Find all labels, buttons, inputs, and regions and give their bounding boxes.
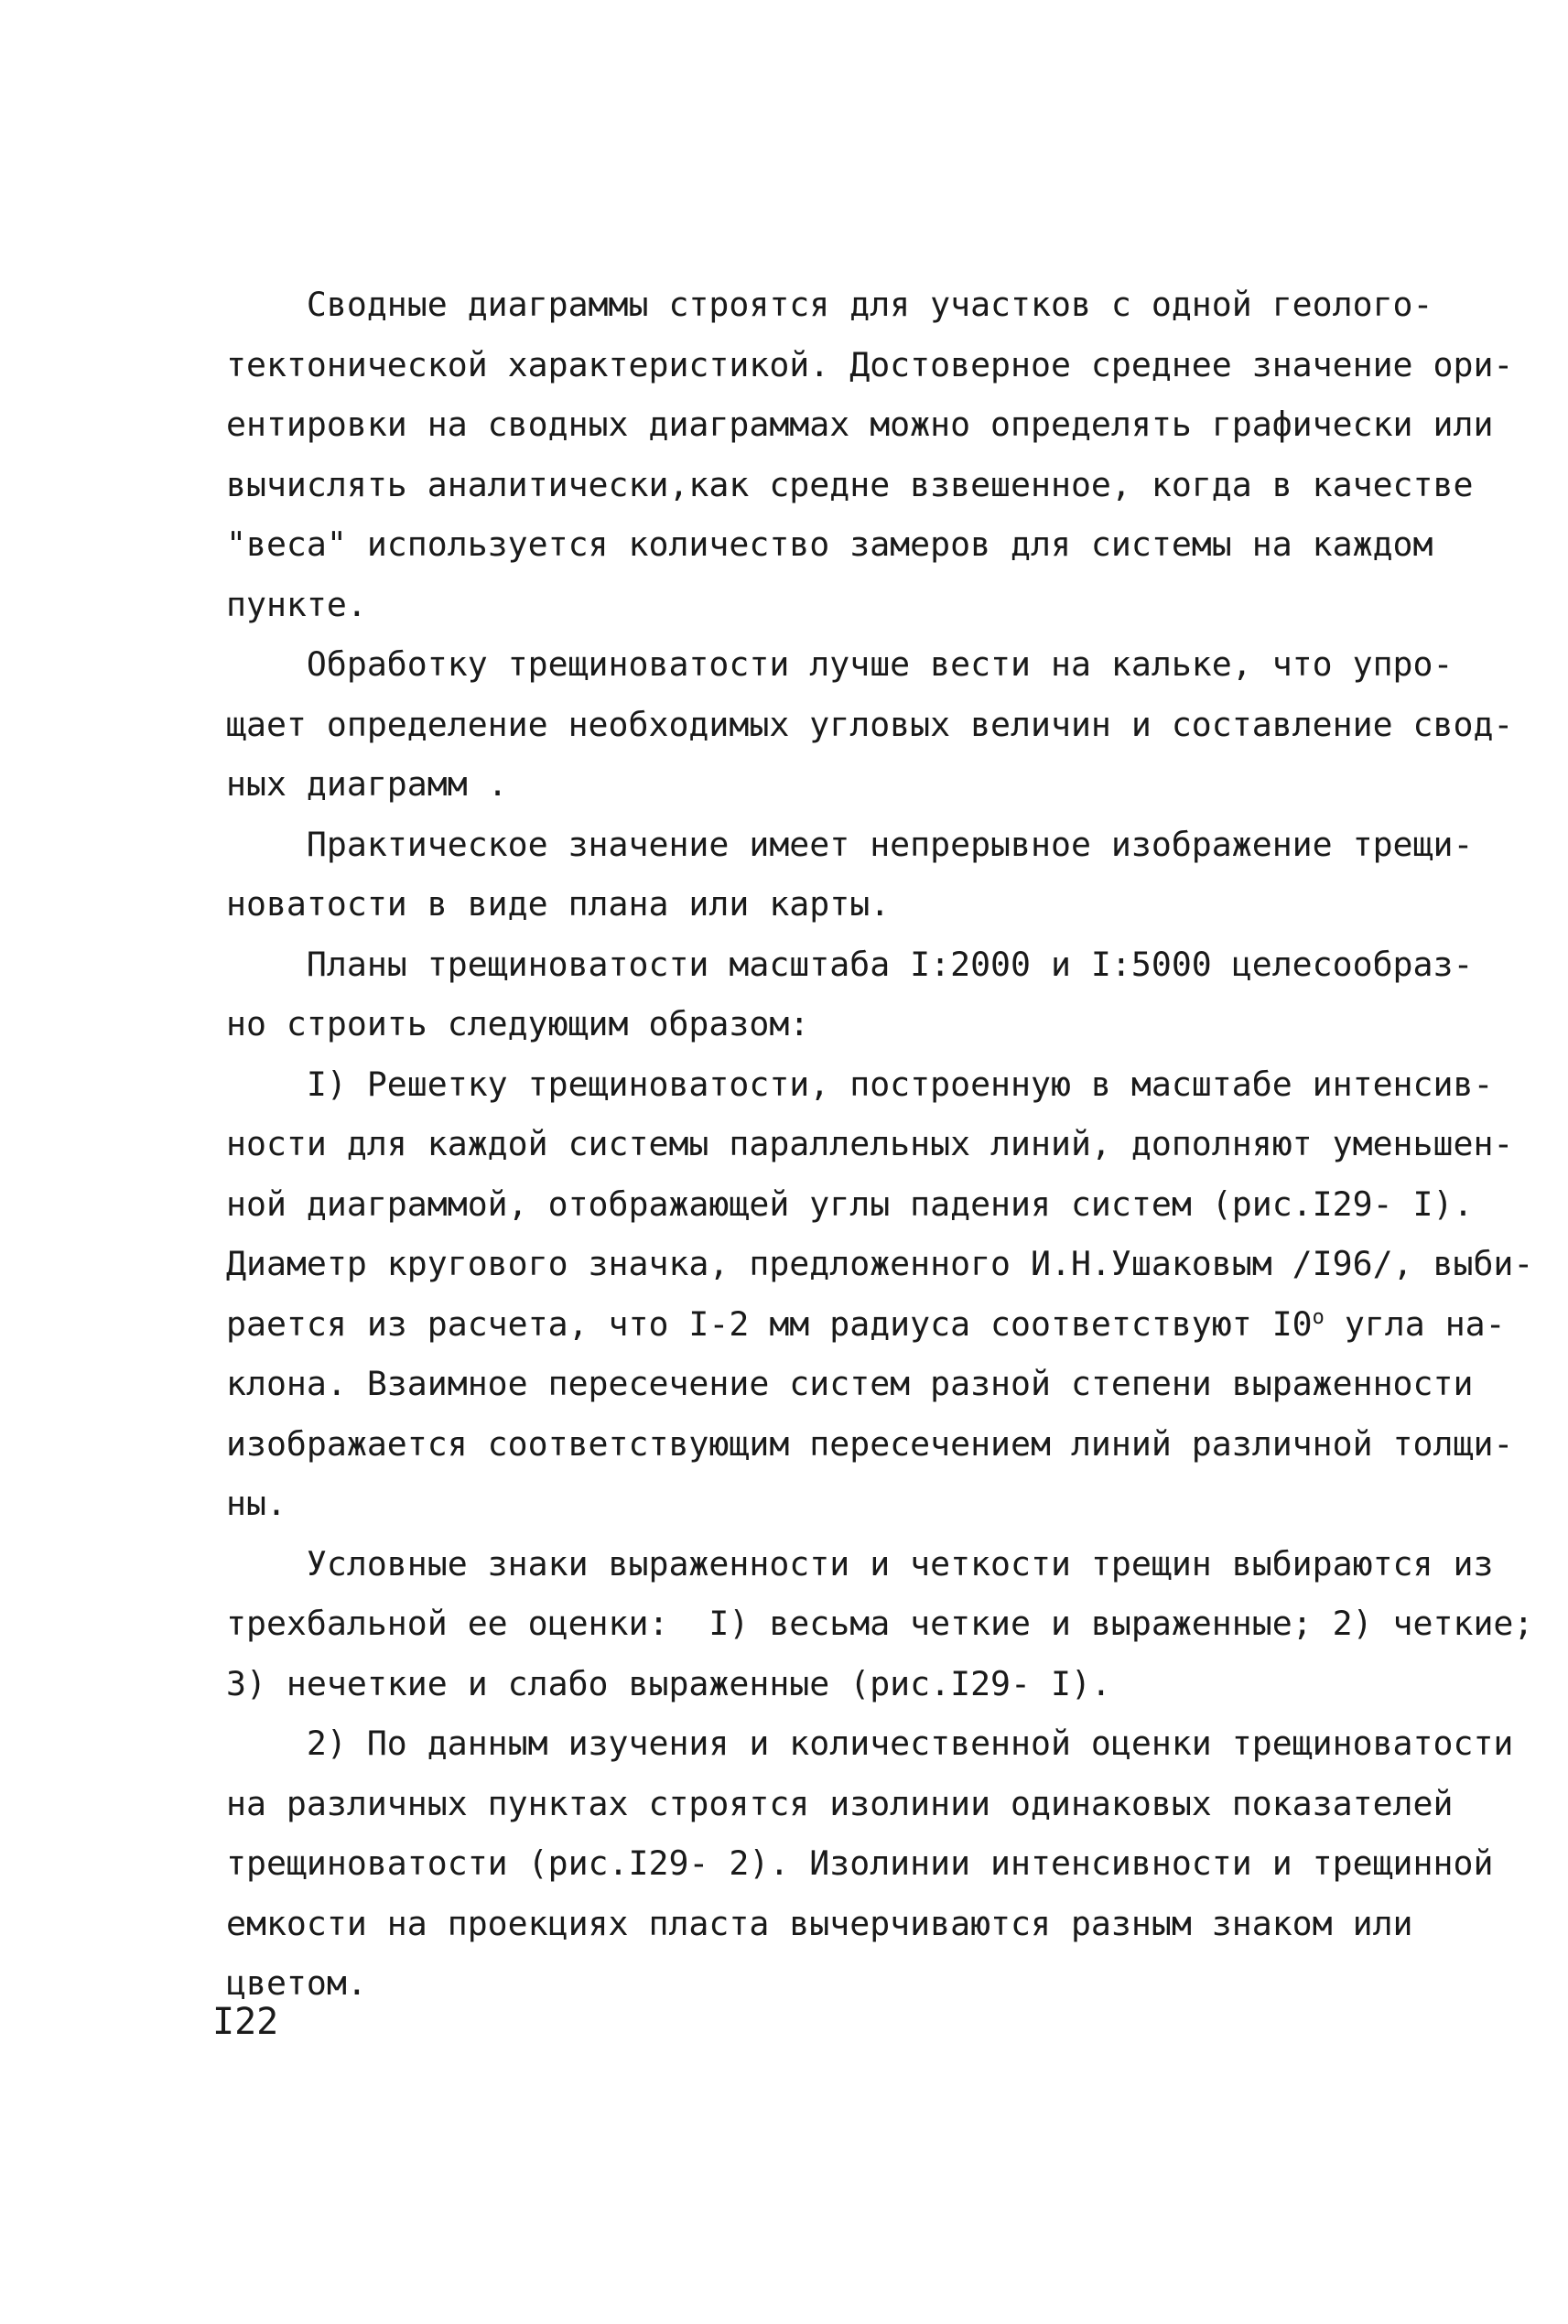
text-line-part: рается из расчета, что I-2 мм радиуса соответствуют I0 bbox=[226, 1303, 1313, 1344]
text-line: цветом. bbox=[226, 1963, 367, 2003]
text-line: ны. bbox=[226, 1484, 287, 1523]
degree-superscript: o bbox=[1312, 1305, 1325, 1329]
text-line: емкости на проекциях пласта вычерчиваются разным знаком или bbox=[226, 1903, 1413, 1943]
text-line: ной диаграммой, отображающей углы падения систем (рис.I29- I). bbox=[226, 1184, 1474, 1224]
text-line: I) Решетку трещиноватости, построенную в масштабе интенсив- bbox=[226, 1064, 1494, 1104]
text-line: пункте. bbox=[226, 584, 367, 624]
text-line: 2) По данным изучения и количественной оценки трещиноватости bbox=[226, 1724, 1514, 1763]
text-line: трещиноватости (рис.I29- 2). Изолинии интенсивности и трещинной bbox=[226, 1843, 1494, 1883]
page-number: I22 bbox=[212, 2001, 279, 2043]
text-line: "веса" используется количество замеров для системы на каждом bbox=[226, 524, 1433, 564]
text-line: вычислять аналитически,как средне взвешенное, когда в качестве bbox=[226, 464, 1474, 504]
text-line: Практическое значение имеет непрерывное изображение трещи- bbox=[226, 824, 1474, 864]
text-line: но строить следующим образом: bbox=[226, 1004, 810, 1043]
text-line: трехбальной ее оценки: I) весьма четкие и выраженные; 2) четкие; bbox=[226, 1604, 1534, 1643]
text-line-with-degree bbox=[226, 1294, 1506, 1355]
text-line: изображается соответствующим пересечением линий различной толщи- bbox=[226, 1423, 1514, 1464]
text-line: щает определение необходимых угловых величин и составление свод- bbox=[226, 704, 1514, 744]
text-line: ности для каждой системы параллельных линий, дополняют уменьшен- bbox=[226, 1124, 1514, 1163]
text-line: Условные знаки выраженности и четкости трещин выбираются из bbox=[226, 1543, 1494, 1584]
text-line: Диаметр кругового значка, предложенного И.Н.Ушаковым /I96/, выби- bbox=[226, 1244, 1534, 1283]
text-line: Планы трещиноватости масштаба I:2000 и I:5000 целесообраз- bbox=[226, 944, 1474, 984]
text-line: Обработку трещиноватости лучше вести на кальке, что упро- bbox=[226, 644, 1454, 684]
text-line: ентировки на сводных диаграммах можно определять графически или bbox=[226, 405, 1494, 444]
text-line: тектонической характеристикой. Достоверное среднее значение ори- bbox=[226, 344, 1514, 384]
text-line: Сводные диаграммы строятся для участков с одной геолого- bbox=[226, 285, 1433, 324]
text-line: на различных пунктах строятся изолинии одинаковых показателей bbox=[226, 1783, 1454, 1823]
text-line: новатости в виде плана или карты. bbox=[226, 884, 891, 924]
text-line: ных диаграмм . bbox=[226, 764, 508, 804]
text-line: клона. Взаимное пересечение систем разной степени выраженности bbox=[226, 1364, 1474, 1403]
text-line: 3) нечеткие и слабо выраженные (рис.I29- I). bbox=[226, 1663, 1111, 1703]
body-text bbox=[226, 275, 1534, 2014]
text-line-part: угла на- bbox=[1324, 1303, 1506, 1344]
